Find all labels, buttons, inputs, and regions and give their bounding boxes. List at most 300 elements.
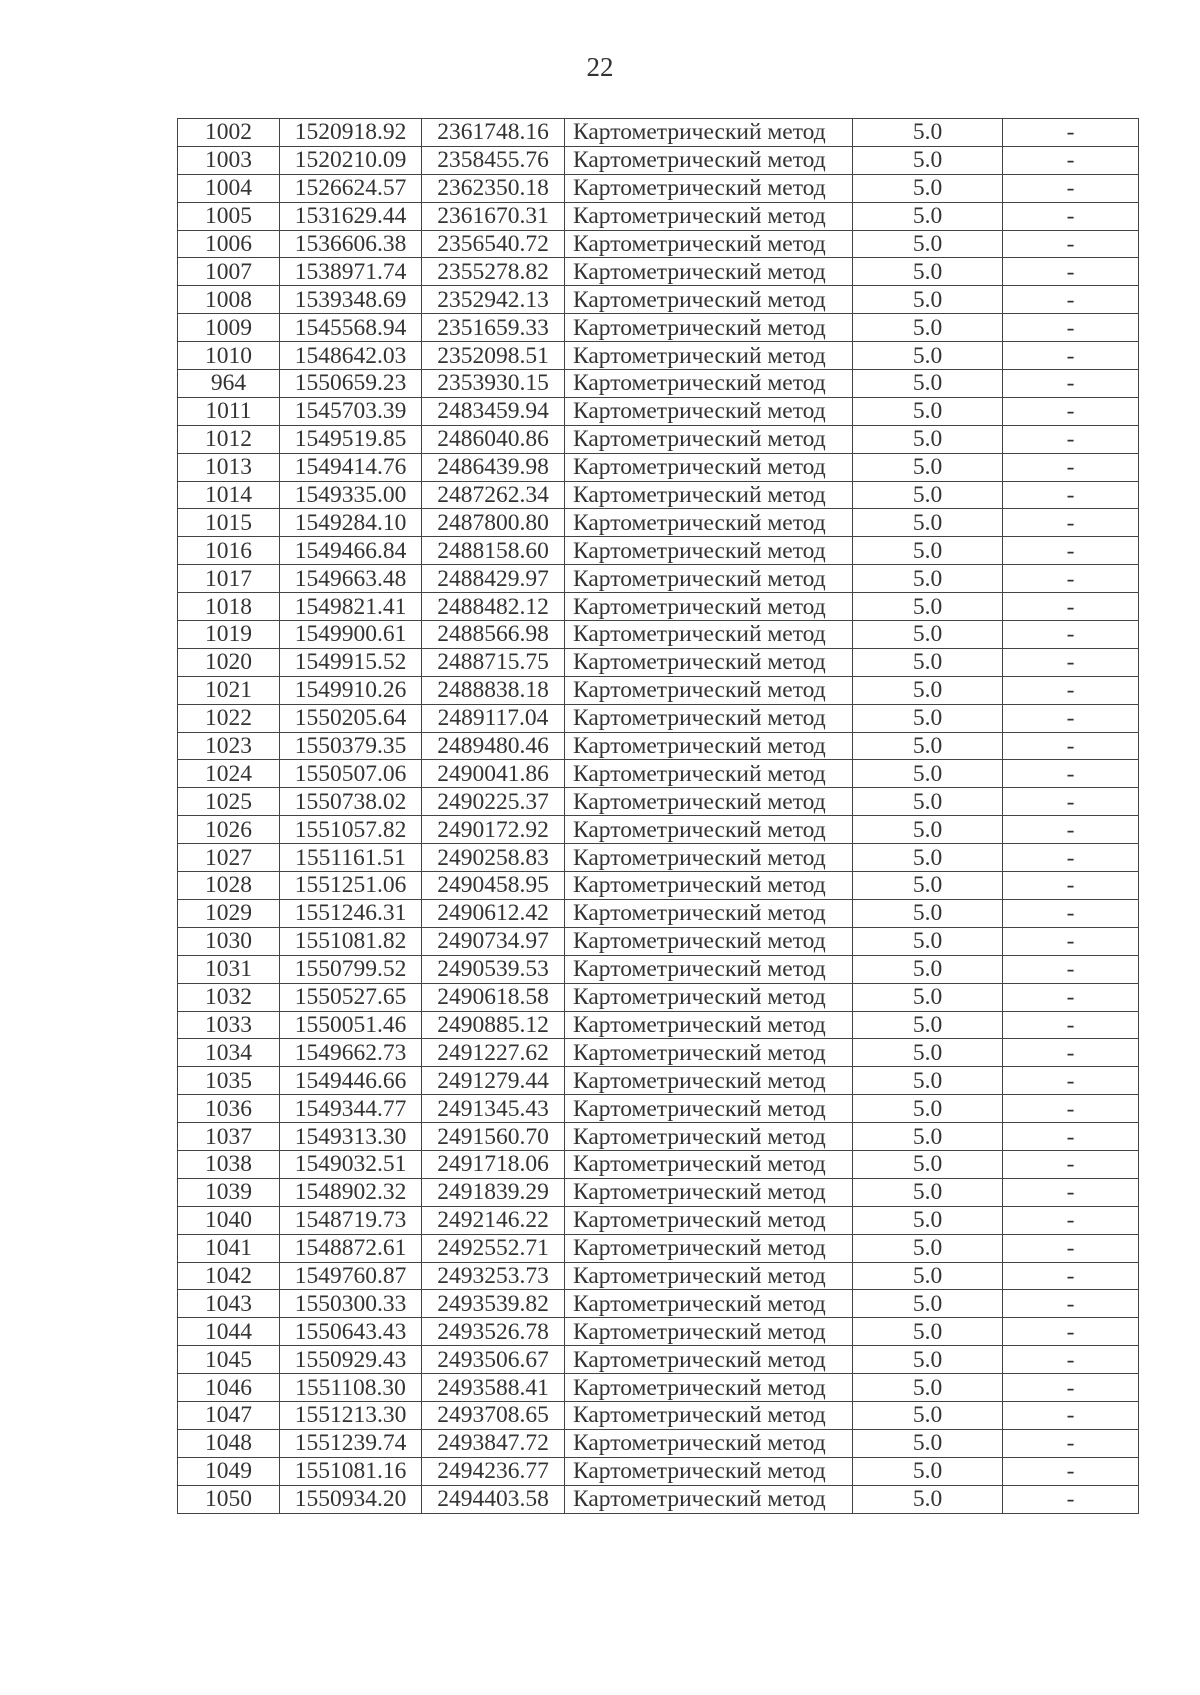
note-cell: - [1003, 1067, 1139, 1095]
y-coordinate-cell: 2490225.37 [422, 788, 565, 816]
table-row [178, 1374, 1139, 1402]
table-row [178, 397, 1139, 425]
method-cell: Картометрический метод [565, 732, 853, 760]
accuracy-cell: 5.0 [853, 1123, 1003, 1151]
method-cell: Картометрический метод [565, 621, 853, 649]
y-coordinate-cell: 2487800.80 [422, 509, 565, 537]
point-number-cell: 1032 [178, 983, 280, 1011]
accuracy-cell: 5.0 [853, 621, 1003, 649]
x-coordinate-cell: 1550738.02 [280, 788, 422, 816]
note-cell: - [1003, 1457, 1139, 1485]
y-coordinate-cell: 2351659.33 [422, 314, 565, 342]
accuracy-cell: 5.0 [853, 370, 1003, 398]
accuracy-cell: 5.0 [853, 1039, 1003, 1067]
x-coordinate-cell: 1550051.46 [280, 1011, 422, 1039]
note-cell: - [1003, 1150, 1139, 1178]
accuracy-cell: 5.0 [853, 704, 1003, 732]
note-cell: - [1003, 899, 1139, 927]
accuracy-cell: 5.0 [853, 1011, 1003, 1039]
note-cell: - [1003, 537, 1139, 565]
accuracy-cell: 5.0 [853, 1374, 1003, 1402]
table-row [178, 872, 1139, 900]
table-row [178, 453, 1139, 481]
method-cell: Картометрический метод [565, 872, 853, 900]
accuracy-cell: 5.0 [853, 760, 1003, 788]
note-cell: - [1003, 872, 1139, 900]
y-coordinate-cell: 2491839.29 [422, 1178, 565, 1206]
method-cell: Картометрический метод [565, 370, 853, 398]
method-cell: Картометрический метод [565, 1290, 853, 1318]
method-cell: Картометрический метод [565, 146, 853, 174]
method-cell: Картометрический метод [565, 760, 853, 788]
table-row [178, 844, 1139, 872]
table-row [178, 565, 1139, 593]
x-coordinate-cell: 1526624.57 [280, 174, 422, 202]
x-coordinate-cell: 1536606.38 [280, 230, 422, 258]
accuracy-cell: 5.0 [853, 732, 1003, 760]
x-coordinate-cell: 1549821.41 [280, 593, 422, 621]
table-row [178, 760, 1139, 788]
x-coordinate-cell: 1549335.00 [280, 481, 422, 509]
note-cell: - [1003, 453, 1139, 481]
table-row [178, 174, 1139, 202]
y-coordinate-cell: 2493506.67 [422, 1346, 565, 1374]
x-coordinate-cell: 1549313.30 [280, 1123, 422, 1151]
note-cell: - [1003, 1095, 1139, 1123]
table-row [178, 258, 1139, 286]
point-number-cell: 1006 [178, 230, 280, 258]
point-number-cell: 1002 [178, 119, 280, 147]
point-number-cell: 1018 [178, 593, 280, 621]
accuracy-cell: 5.0 [853, 983, 1003, 1011]
method-cell: Картометрический метод [565, 788, 853, 816]
note-cell: - [1003, 816, 1139, 844]
note-cell: - [1003, 704, 1139, 732]
table-body [178, 119, 1139, 1514]
x-coordinate-cell: 1548719.73 [280, 1206, 422, 1234]
note-cell: - [1003, 593, 1139, 621]
method-cell: Картометрический метод [565, 816, 853, 844]
point-number-cell: 1009 [178, 314, 280, 342]
table-row [178, 370, 1139, 398]
accuracy-cell: 5.0 [853, 537, 1003, 565]
y-coordinate-cell: 2491718.06 [422, 1150, 565, 1178]
point-number-cell: 1029 [178, 899, 280, 927]
y-coordinate-cell: 2493526.78 [422, 1318, 565, 1346]
note-cell: - [1003, 648, 1139, 676]
point-number-cell: 1042 [178, 1262, 280, 1290]
point-number-cell: 1043 [178, 1290, 280, 1318]
note-cell: - [1003, 286, 1139, 314]
table-row [178, 1262, 1139, 1290]
accuracy-cell: 5.0 [853, 453, 1003, 481]
y-coordinate-cell: 2490258.83 [422, 844, 565, 872]
method-cell: Картометрический метод [565, 1206, 853, 1234]
y-coordinate-cell: 2486040.86 [422, 425, 565, 453]
table-row [178, 1011, 1139, 1039]
method-cell: Картометрический метод [565, 119, 853, 147]
table-row [178, 425, 1139, 453]
note-cell: - [1003, 119, 1139, 147]
accuracy-cell: 5.0 [853, 314, 1003, 342]
accuracy-cell: 5.0 [853, 174, 1003, 202]
point-number-cell: 1037 [178, 1123, 280, 1151]
point-number-cell: 1039 [178, 1178, 280, 1206]
table-row [178, 146, 1139, 174]
note-cell: - [1003, 174, 1139, 202]
accuracy-cell: 5.0 [853, 1290, 1003, 1318]
table-row [178, 202, 1139, 230]
method-cell: Картометрический метод [565, 1123, 853, 1151]
note-cell: - [1003, 621, 1139, 649]
accuracy-cell: 5.0 [853, 899, 1003, 927]
point-number-cell: 1048 [178, 1429, 280, 1457]
table-row [178, 816, 1139, 844]
table-row [178, 648, 1139, 676]
point-number-cell: 1031 [178, 955, 280, 983]
y-coordinate-cell: 2490734.97 [422, 927, 565, 955]
table-row [178, 1178, 1139, 1206]
x-coordinate-cell: 1549414.76 [280, 453, 422, 481]
point-number-cell: 1010 [178, 342, 280, 370]
y-coordinate-cell: 2352942.13 [422, 286, 565, 314]
note-cell: - [1003, 370, 1139, 398]
x-coordinate-cell: 1549910.26 [280, 676, 422, 704]
y-coordinate-cell: 2486439.98 [422, 453, 565, 481]
note-cell: - [1003, 1485, 1139, 1513]
note-cell: - [1003, 676, 1139, 704]
y-coordinate-cell: 2488158.60 [422, 537, 565, 565]
method-cell: Картометрический метод [565, 202, 853, 230]
point-number-cell: 1020 [178, 648, 280, 676]
method-cell: Картометрический метод [565, 565, 853, 593]
accuracy-cell: 5.0 [853, 481, 1003, 509]
point-number-cell: 1035 [178, 1067, 280, 1095]
note-cell: - [1003, 927, 1139, 955]
note-cell: - [1003, 760, 1139, 788]
accuracy-cell: 5.0 [853, 119, 1003, 147]
point-number-cell: 1044 [178, 1318, 280, 1346]
method-cell: Картометрический метод [565, 983, 853, 1011]
accuracy-cell: 5.0 [853, 1318, 1003, 1346]
method-cell: Картометрический метод [565, 704, 853, 732]
x-coordinate-cell: 1550379.35 [280, 732, 422, 760]
accuracy-cell: 5.0 [853, 1178, 1003, 1206]
table-row [178, 1234, 1139, 1262]
table-row [178, 927, 1139, 955]
y-coordinate-cell: 2491345.43 [422, 1095, 565, 1123]
x-coordinate-cell: 1550643.43 [280, 1318, 422, 1346]
x-coordinate-cell: 1538971.74 [280, 258, 422, 286]
method-cell: Картометрический метод [565, 537, 853, 565]
table-row [178, 1067, 1139, 1095]
method-cell: Картометрический метод [565, 1374, 853, 1402]
table-row [178, 119, 1139, 147]
point-number-cell: 1015 [178, 509, 280, 537]
point-number-cell: 1050 [178, 1485, 280, 1513]
x-coordinate-cell: 1550527.65 [280, 983, 422, 1011]
table-row [178, 983, 1139, 1011]
y-coordinate-cell: 2491560.70 [422, 1123, 565, 1151]
point-number-cell: 1045 [178, 1346, 280, 1374]
table-row [178, 732, 1139, 760]
point-number-cell: 1023 [178, 732, 280, 760]
note-cell: - [1003, 1346, 1139, 1374]
method-cell: Картометрический метод [565, 1234, 853, 1262]
point-number-cell: 1026 [178, 816, 280, 844]
x-coordinate-cell: 1550205.64 [280, 704, 422, 732]
note-cell: - [1003, 1374, 1139, 1402]
method-cell: Картометрический метод [565, 1346, 853, 1374]
method-cell: Картометрический метод [565, 481, 853, 509]
note-cell: - [1003, 1401, 1139, 1429]
x-coordinate-cell: 1548642.03 [280, 342, 422, 370]
point-number-cell: 1047 [178, 1401, 280, 1429]
x-coordinate-cell: 1531629.44 [280, 202, 422, 230]
method-cell: Картометрический метод [565, 955, 853, 983]
point-number-cell: 1004 [178, 174, 280, 202]
method-cell: Картометрический метод [565, 258, 853, 286]
x-coordinate-cell: 1551213.30 [280, 1401, 422, 1429]
point-number-cell: 1033 [178, 1011, 280, 1039]
method-cell: Картометрический метод [565, 1095, 853, 1123]
accuracy-cell: 5.0 [853, 342, 1003, 370]
method-cell: Картометрический метод [565, 453, 853, 481]
note-cell: - [1003, 1290, 1139, 1318]
note-cell: - [1003, 1011, 1139, 1039]
x-coordinate-cell: 1549466.84 [280, 537, 422, 565]
table-row [178, 314, 1139, 342]
accuracy-cell: 5.0 [853, 955, 1003, 983]
y-coordinate-cell: 2490172.92 [422, 816, 565, 844]
x-coordinate-cell: 1520210.09 [280, 146, 422, 174]
table-row [178, 788, 1139, 816]
method-cell: Картометрический метод [565, 397, 853, 425]
point-number-cell: 1036 [178, 1095, 280, 1123]
point-number-cell: 1034 [178, 1039, 280, 1067]
x-coordinate-cell: 1549900.61 [280, 621, 422, 649]
method-cell: Картометрический метод [565, 174, 853, 202]
accuracy-cell: 5.0 [853, 788, 1003, 816]
accuracy-cell: 5.0 [853, 509, 1003, 537]
point-number-cell: 1003 [178, 146, 280, 174]
x-coordinate-cell: 1549915.52 [280, 648, 422, 676]
note-cell: - [1003, 314, 1139, 342]
point-number-cell: 1046 [178, 1374, 280, 1402]
table-row [178, 342, 1139, 370]
point-number-cell: 1011 [178, 397, 280, 425]
table-row [178, 899, 1139, 927]
method-cell: Картометрический метод [565, 593, 853, 621]
method-cell: Картометрический метод [565, 844, 853, 872]
method-cell: Картометрический метод [565, 1485, 853, 1513]
accuracy-cell: 5.0 [853, 593, 1003, 621]
method-cell: Картометрический метод [565, 425, 853, 453]
x-coordinate-cell: 1549032.51 [280, 1150, 422, 1178]
accuracy-cell: 5.0 [853, 565, 1003, 593]
table-row [178, 1429, 1139, 1457]
y-coordinate-cell: 2491279.44 [422, 1067, 565, 1095]
y-coordinate-cell: 2493253.73 [422, 1262, 565, 1290]
note-cell: - [1003, 565, 1139, 593]
method-cell: Картометрический метод [565, 342, 853, 370]
point-number-cell: 1012 [178, 425, 280, 453]
accuracy-cell: 5.0 [853, 1429, 1003, 1457]
coordinates-table [177, 118, 1139, 1514]
y-coordinate-cell: 2490885.12 [422, 1011, 565, 1039]
point-number-cell: 1027 [178, 844, 280, 872]
method-cell: Картометрический метод [565, 1318, 853, 1346]
accuracy-cell: 5.0 [853, 425, 1003, 453]
y-coordinate-cell: 2358455.76 [422, 146, 565, 174]
point-number-cell: 1017 [178, 565, 280, 593]
table-row [178, 1346, 1139, 1374]
table-row [178, 593, 1139, 621]
x-coordinate-cell: 1551251.06 [280, 872, 422, 900]
point-number-cell: 1038 [178, 1150, 280, 1178]
note-cell: - [1003, 342, 1139, 370]
y-coordinate-cell: 2488429.97 [422, 565, 565, 593]
accuracy-cell: 5.0 [853, 844, 1003, 872]
y-coordinate-cell: 2490539.53 [422, 955, 565, 983]
table-row [178, 1318, 1139, 1346]
x-coordinate-cell: 1551108.30 [280, 1374, 422, 1402]
y-coordinate-cell: 2488482.12 [422, 593, 565, 621]
note-cell: - [1003, 844, 1139, 872]
accuracy-cell: 5.0 [853, 1457, 1003, 1485]
table-row [178, 704, 1139, 732]
accuracy-cell: 5.0 [853, 146, 1003, 174]
x-coordinate-cell: 1550300.33 [280, 1290, 422, 1318]
method-cell: Картометрический метод [565, 899, 853, 927]
point-number-cell: 1041 [178, 1234, 280, 1262]
x-coordinate-cell: 1551239.74 [280, 1429, 422, 1457]
y-coordinate-cell: 2492552.71 [422, 1234, 565, 1262]
accuracy-cell: 5.0 [853, 1346, 1003, 1374]
point-number-cell: 1049 [178, 1457, 280, 1485]
y-coordinate-cell: 2490041.86 [422, 760, 565, 788]
table-row [178, 676, 1139, 704]
table-row [178, 1095, 1139, 1123]
method-cell: Картометрический метод [565, 286, 853, 314]
table-row [178, 1485, 1139, 1513]
point-number-cell: 1005 [178, 202, 280, 230]
x-coordinate-cell: 1550929.43 [280, 1346, 422, 1374]
table-row [178, 286, 1139, 314]
x-coordinate-cell: 1549284.10 [280, 509, 422, 537]
method-cell: Картометрический метод [565, 1150, 853, 1178]
x-coordinate-cell: 1549662.73 [280, 1039, 422, 1067]
x-coordinate-cell: 1549519.85 [280, 425, 422, 453]
x-coordinate-cell: 1551161.51 [280, 844, 422, 872]
accuracy-cell: 5.0 [853, 1485, 1003, 1513]
y-coordinate-cell: 2352098.51 [422, 342, 565, 370]
accuracy-cell: 5.0 [853, 927, 1003, 955]
method-cell: Картометрический метод [565, 927, 853, 955]
accuracy-cell: 5.0 [853, 202, 1003, 230]
y-coordinate-cell: 2493539.82 [422, 1290, 565, 1318]
x-coordinate-cell: 1551057.82 [280, 816, 422, 844]
page-number: 22 [586, 52, 614, 82]
x-coordinate-cell: 1549446.66 [280, 1067, 422, 1095]
note-cell: - [1003, 955, 1139, 983]
y-coordinate-cell: 2493708.65 [422, 1401, 565, 1429]
method-cell: Картометрический метод [565, 676, 853, 704]
x-coordinate-cell: 1551246.31 [280, 899, 422, 927]
method-cell: Картометрический метод [565, 1262, 853, 1290]
accuracy-cell: 5.0 [853, 258, 1003, 286]
accuracy-cell: 5.0 [853, 648, 1003, 676]
method-cell: Картометрический метод [565, 314, 853, 342]
y-coordinate-cell: 2494403.58 [422, 1485, 565, 1513]
note-cell: - [1003, 1039, 1139, 1067]
note-cell: - [1003, 509, 1139, 537]
method-cell: Картометрический метод [565, 1401, 853, 1429]
x-coordinate-cell: 1551081.16 [280, 1457, 422, 1485]
y-coordinate-cell: 2361748.16 [422, 119, 565, 147]
method-cell: Картометрический метод [565, 509, 853, 537]
table-row [178, 481, 1139, 509]
x-coordinate-cell: 1545568.94 [280, 314, 422, 342]
x-coordinate-cell: 1549344.77 [280, 1095, 422, 1123]
accuracy-cell: 5.0 [853, 1095, 1003, 1123]
table-row [178, 1123, 1139, 1151]
accuracy-cell: 5.0 [853, 816, 1003, 844]
y-coordinate-cell: 2356540.72 [422, 230, 565, 258]
note-cell: - [1003, 146, 1139, 174]
y-coordinate-cell: 2361670.31 [422, 202, 565, 230]
note-cell: - [1003, 1318, 1139, 1346]
accuracy-cell: 5.0 [853, 1150, 1003, 1178]
note-cell: - [1003, 1178, 1139, 1206]
accuracy-cell: 5.0 [853, 872, 1003, 900]
x-coordinate-cell: 1520918.92 [280, 119, 422, 147]
accuracy-cell: 5.0 [853, 676, 1003, 704]
y-coordinate-cell: 2488838.18 [422, 676, 565, 704]
y-coordinate-cell: 2355278.82 [422, 258, 565, 286]
table-row [178, 621, 1139, 649]
point-number-cell: 1014 [178, 481, 280, 509]
point-number-cell: 1019 [178, 621, 280, 649]
accuracy-cell: 5.0 [853, 1206, 1003, 1234]
y-coordinate-cell: 2487262.34 [422, 481, 565, 509]
table-row [178, 1206, 1139, 1234]
note-cell: - [1003, 258, 1139, 286]
y-coordinate-cell: 2490618.58 [422, 983, 565, 1011]
note-cell: - [1003, 1206, 1139, 1234]
y-coordinate-cell: 2353930.15 [422, 370, 565, 398]
point-number-cell: 1013 [178, 453, 280, 481]
point-number-cell: 1040 [178, 1206, 280, 1234]
point-number-cell: 1016 [178, 537, 280, 565]
note-cell: - [1003, 732, 1139, 760]
note-cell: - [1003, 481, 1139, 509]
note-cell: - [1003, 1429, 1139, 1457]
x-coordinate-cell: 1550934.20 [280, 1485, 422, 1513]
table-row [178, 1290, 1139, 1318]
point-number-cell: 1008 [178, 286, 280, 314]
note-cell: - [1003, 788, 1139, 816]
method-cell: Картометрический метод [565, 1429, 853, 1457]
point-number-cell: 1030 [178, 927, 280, 955]
note-cell: - [1003, 202, 1139, 230]
y-coordinate-cell: 2491227.62 [422, 1039, 565, 1067]
y-coordinate-cell: 2362350.18 [422, 174, 565, 202]
accuracy-cell: 5.0 [853, 1234, 1003, 1262]
note-cell: - [1003, 1234, 1139, 1262]
y-coordinate-cell: 2490612.42 [422, 899, 565, 927]
table-row [178, 1401, 1139, 1429]
